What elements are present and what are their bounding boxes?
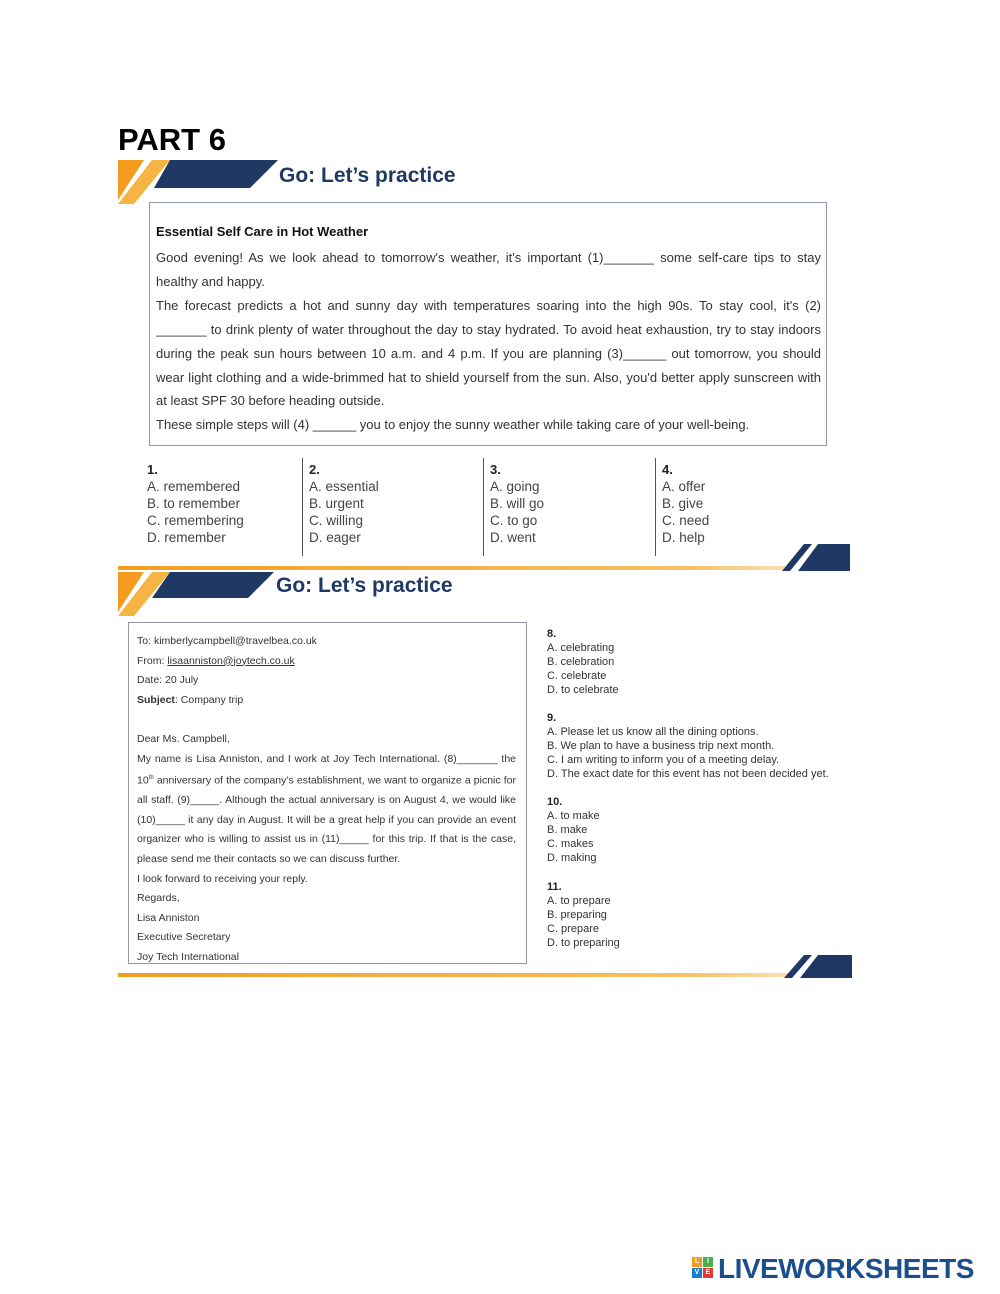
email-sender-title: Executive Secretary bbox=[137, 931, 231, 944]
email-closing-line: I look forward to receiving your reply. bbox=[137, 872, 308, 885]
option-b[interactable]: B. urgent bbox=[309, 496, 364, 511]
option-c[interactable]: C. to go bbox=[490, 513, 538, 528]
option-a[interactable]: A. to prepare bbox=[547, 895, 611, 907]
to-label: To: bbox=[137, 635, 154, 647]
passage-paragraph: The forecast predicts a hot and sunny day with temperatures soaring into the high 90s. To stay cool, it's (2) _______ to drink plenty of water throughout the day to stay hydrated. To avoid heat exhaustion, try to stay indoors during the peak sun hours between 10 a.m. and 4 p.m. If you are planning (3)______ out tomorrow, you should wear light clothing and a wide-brimmed hat to shield yourself from the sun. Also, you'd better apply sunscreen with at least SPF 30 before heading outside. bbox=[156, 297, 821, 409]
option-b[interactable]: B. to remember bbox=[147, 496, 241, 511]
body-text: anniversary of the company’s establishment, we want to organize a picnic for all staff. (9)_____. Although the actual anniversary is on August 4, we would like (10)_____ it any day in August. It will be a great help if you can provide an event organizer who is willing to assist us in (11)_____ for this trip. If that is the case, please send me their contacts so we can discuss further. bbox=[137, 774, 516, 866]
option-b[interactable]: B. give bbox=[662, 496, 704, 511]
option-c[interactable]: C. willing bbox=[309, 513, 364, 528]
option-d[interactable]: D. to preparing bbox=[547, 937, 620, 949]
question-number: 1. bbox=[147, 462, 158, 477]
option-c[interactable]: C. prepare bbox=[547, 923, 599, 935]
logo-text: LIVEWORKSHEETS bbox=[718, 1253, 974, 1284]
question-11 bbox=[547, 880, 620, 950]
question-8 bbox=[547, 627, 619, 697]
question-9 bbox=[547, 711, 829, 781]
question-number: 9. bbox=[547, 712, 557, 724]
email-sender-name: Lisa Anniston bbox=[137, 911, 200, 924]
option-b[interactable]: B. preparing bbox=[547, 909, 607, 921]
banner-title: Go: Let’s practice bbox=[276, 574, 453, 597]
option-d[interactable]: D. to celebrate bbox=[547, 684, 619, 696]
option-d[interactable]: D. The exact date for this event has not been decided yet. bbox=[547, 768, 829, 780]
section-divider-bar bbox=[118, 544, 850, 574]
banner-stripes-graphic bbox=[118, 572, 278, 618]
email-subject-line bbox=[137, 691, 516, 711]
section-footer-bar bbox=[118, 953, 852, 981]
logo-icon-letter: V bbox=[692, 1268, 702, 1278]
question-number: 4. bbox=[662, 462, 673, 477]
ordinal-suffix: th bbox=[148, 775, 154, 782]
option-a[interactable]: A. to make bbox=[547, 810, 600, 822]
option-a[interactable]: A. Please let us know all the dining options. bbox=[547, 726, 759, 738]
email-sender-company: Joy Tech International bbox=[137, 951, 239, 963]
email-box bbox=[128, 622, 527, 964]
subject-text: : Company trip bbox=[174, 693, 244, 706]
email-regards: Regards, bbox=[137, 892, 180, 905]
question-1 bbox=[147, 458, 297, 556]
option-b[interactable]: B. celebration bbox=[547, 656, 615, 668]
option-a[interactable]: A. offer bbox=[662, 479, 706, 494]
from-label: From: bbox=[137, 654, 168, 667]
passage-paragraph: These simple steps will (4) ______ you to enjoy the sunny weather while taking care of your well-being. bbox=[156, 417, 750, 433]
logo-icon-letter: E bbox=[703, 1268, 713, 1278]
option-a[interactable]: A. remembered bbox=[147, 479, 241, 494]
option-d[interactable]: D. making bbox=[547, 852, 597, 864]
question-number: 8. bbox=[547, 628, 557, 640]
question-number: 3. bbox=[490, 462, 501, 477]
email-from-line bbox=[137, 652, 516, 672]
option-a[interactable]: A. essential bbox=[309, 479, 379, 494]
logo-icon-letter: I bbox=[703, 1257, 713, 1267]
question-number: 11. bbox=[547, 881, 562, 893]
body-text: My name is Lisa Anniston, and I work at Joy Tech International. (8)_______ the 10 bbox=[137, 752, 516, 787]
option-c[interactable]: C. remembering bbox=[147, 513, 244, 528]
email-greeting: Dear Ms. Campbell, bbox=[137, 732, 230, 745]
option-c[interactable]: C. makes bbox=[547, 838, 594, 850]
question-4 bbox=[655, 458, 775, 556]
option-b[interactable]: B. make bbox=[547, 824, 588, 836]
option-a[interactable]: A. celebrating bbox=[547, 642, 615, 654]
question-10 bbox=[547, 795, 600, 865]
option-d[interactable]: D. help bbox=[662, 530, 705, 545]
option-c[interactable]: C. need bbox=[662, 513, 710, 528]
option-d[interactable]: D. went bbox=[490, 530, 536, 545]
option-c[interactable]: C. celebrate bbox=[547, 670, 607, 682]
passage-paragraph: Good evening! As we look ahead to tomorrow's weather, it's important (1)_______ some self-care tips to stay healthy and happy. bbox=[156, 250, 821, 289]
option-b[interactable]: B. We plan to have a business trip next month. bbox=[547, 740, 775, 752]
from-address: lisaanniston@joytech.co.uk bbox=[167, 654, 295, 667]
option-a[interactable]: A. going bbox=[490, 479, 540, 494]
question-3 bbox=[483, 458, 653, 556]
option-d[interactable]: D. eager bbox=[309, 530, 361, 545]
passage-box bbox=[149, 202, 827, 446]
option-b[interactable]: B. will go bbox=[490, 496, 545, 511]
divider-graphic bbox=[118, 953, 852, 981]
email-body-paragraph bbox=[137, 750, 516, 870]
logo-icon-letter: L bbox=[692, 1257, 702, 1267]
question-number: 2. bbox=[309, 462, 320, 477]
question-number: 10. bbox=[547, 796, 563, 808]
banner-stripes-graphic bbox=[118, 160, 278, 206]
email-date-line: Date: 20 July bbox=[137, 674, 199, 687]
option-d[interactable]: D. remember bbox=[147, 530, 226, 545]
question-2 bbox=[302, 458, 482, 556]
practice-banner-2 bbox=[118, 572, 478, 618]
subject-label: Subject bbox=[137, 693, 175, 706]
banner-title: Go: Let’s practice bbox=[279, 164, 456, 187]
passage-title: Essential Self Care in Hot Weather bbox=[156, 224, 369, 239]
to-address: kimberlycampbell@travelbea.co.uk bbox=[153, 635, 317, 647]
option-c[interactable]: C. I am writing to inform you of a meeting delay. bbox=[547, 754, 780, 766]
logo-icon bbox=[692, 1257, 714, 1279]
part-title: PART 6 bbox=[118, 122, 226, 157]
divider-graphic bbox=[118, 544, 850, 574]
practice-banner-1 bbox=[118, 160, 478, 206]
email-to-line bbox=[137, 632, 516, 652]
